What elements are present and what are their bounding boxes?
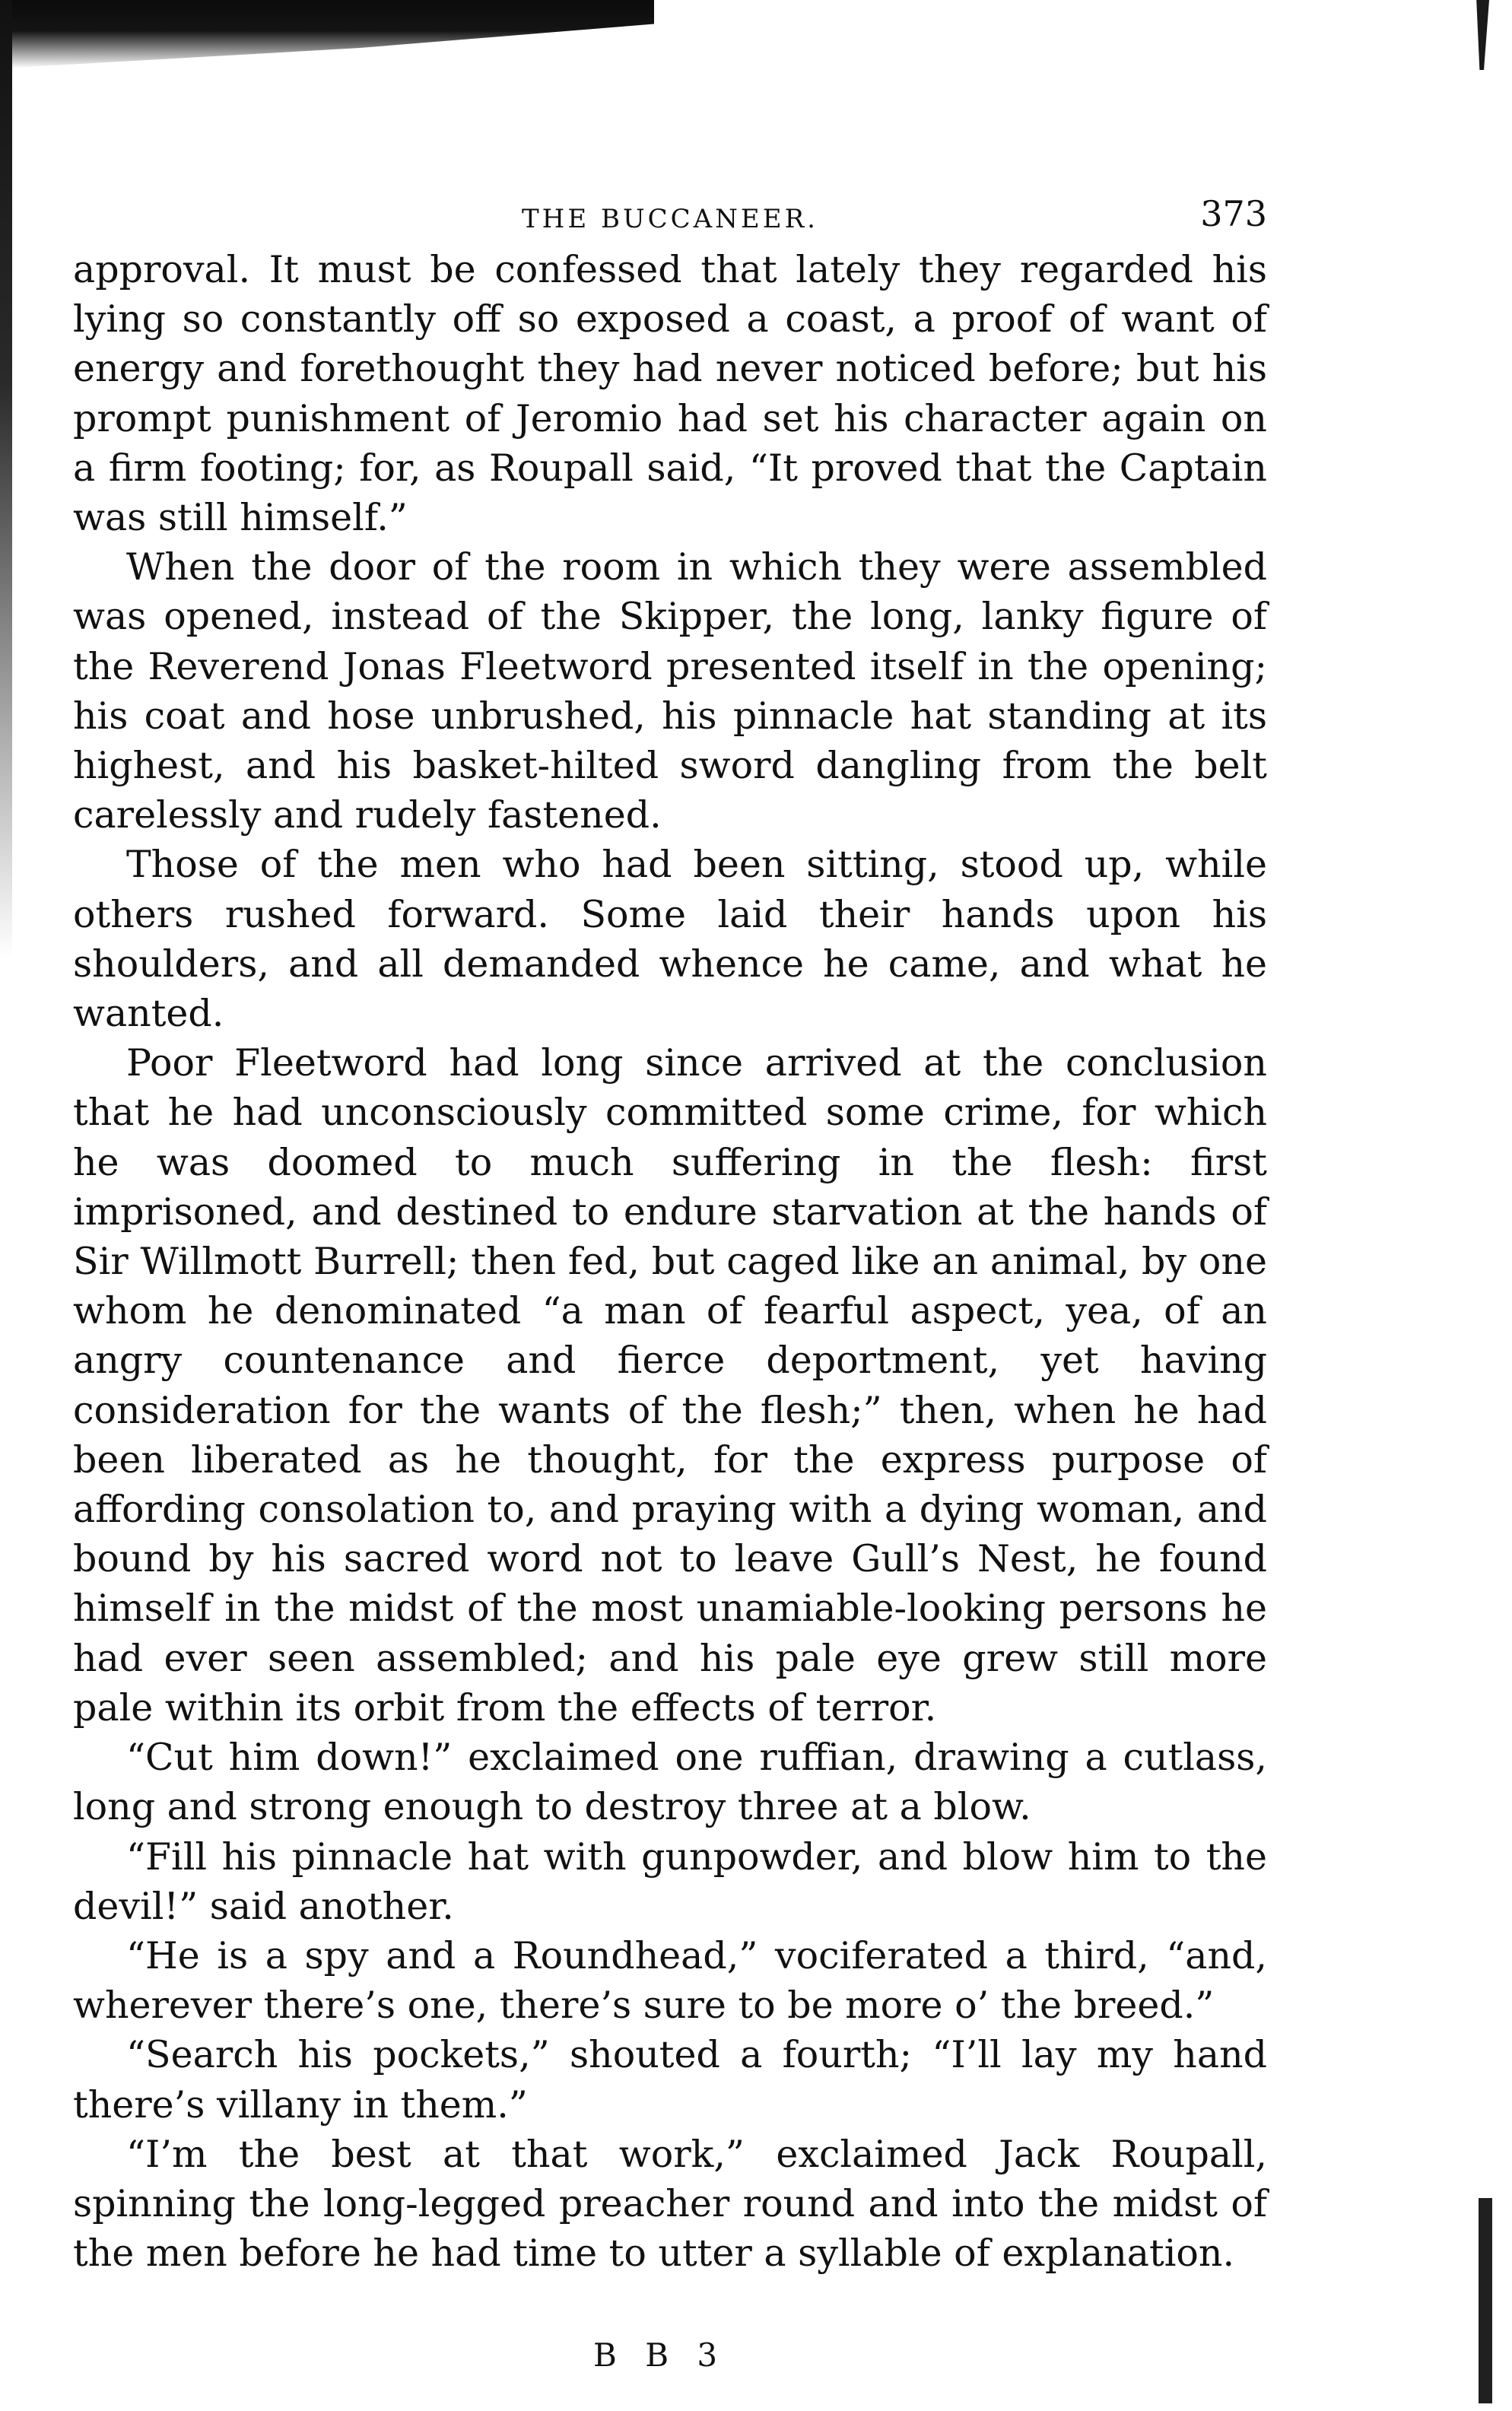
paragraph-3: Those of the men who had been sitting, stood up, while others rushed forward. Some laid their hands upon his shoulders, and all demanded whence he came, and what he wanted.: [73, 843, 1267, 1036]
scan-shadow-left: [0, 0, 12, 958]
paragraph-7: “He is a spy and a Roundhead,” vociferated a third, “and, wherever there’s one, there’s sure to be more o’ the breed.”: [73, 1933, 1267, 2028]
signature-mark: B B 3: [593, 2336, 727, 2374]
paragraph-4: Poor Fleetword had long since arrived at the conclusion that he had unconsciously committed some crime, for which he was doomed to much suffering in the flesh: first imprisoned, and destined to endure starvation at the hands of Sir Willmott Burrell; then fed, but caged like an animal, by one whom he denominated “a man of fearful aspect, yea, of an angry countenance and fierce deportment, yet having consideration for the wants of the flesh;” then, when he had been liberated as he thought, for the express purpose of affording consolation to, and praying with a dying woman, and bound by his sacred word not to leave Gull’s Nest, he found himself in the midst of the most unamiable-looking persons he had ever seen assembled; and his pale eye grew still more pale within its orbit from the effects of terror.: [73, 1041, 1267, 1730]
scan-mark-top-right: [1468, 0, 1489, 70]
paragraph-2: When the door of the room in which they were assembled was opened, instead of the Skipper, the long, lanky figure of the Reverend Jonas Fleetword presented itself in the opening; his coat and hose unbrushed, his pinnacle hat standing at its highest, and his basket-hilted sword dangling from the belt carelessly and rudely fastened.: [73, 545, 1267, 837]
running-head: [73, 183, 1267, 245]
scan-shadow-top: [0, 0, 654, 68]
paragraph-9: “I’m the best at that work,” exclaimed Jack Roupall, spinning the long-legged preacher round and into the midst of the men before he had time to utter a syllable of explanation.: [73, 2132, 1267, 2276]
paragraph-8: “Search his pockets,” shouted a fourth; “I’ll lay my hand there’s villany in them.”: [73, 2033, 1267, 2127]
scan-mark-bottom-right: [1479, 2198, 1492, 2403]
paragraph-1: approval. It must be confessed that lately they regarded his lying so constantly off so exposed a coast, a proof of want of energy and forethought they had never noticed before; but his prompt punishment of Jeromio had set his character again on a firm footing; for, as Roupall said, “It proved that the Captain was still himself.”: [73, 248, 1267, 540]
running-title: THE BUCCANEER.: [522, 204, 818, 234]
body-text: [73, 245, 1267, 2278]
paragraph-6: “Fill his pinnacle hat with gunpowder, and blow him to the devil!” said another.: [73, 1834, 1267, 1928]
book-page: [73, 183, 1267, 2278]
paragraph-5: “Cut him down!” exclaimed one ruffian, drawing a cutlass, long and strong enough to destroy three at a blow.: [73, 1736, 1267, 1829]
page-number: 373: [1200, 193, 1267, 234]
